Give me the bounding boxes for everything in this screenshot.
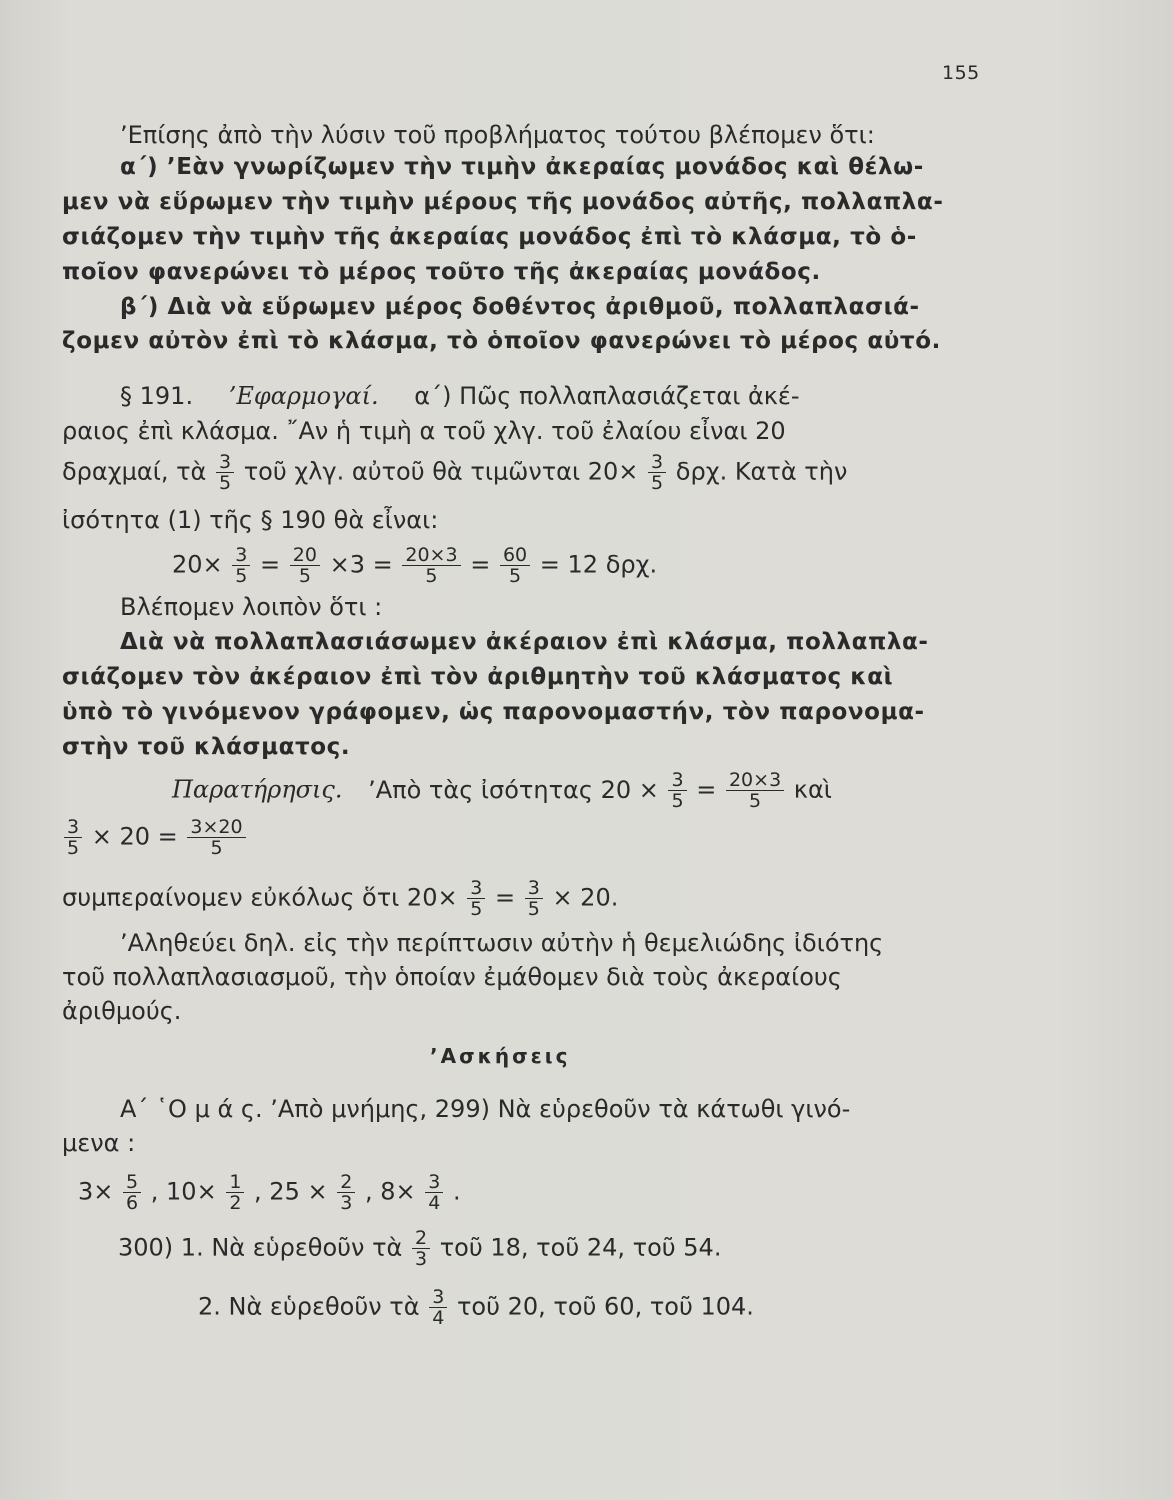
fraction-denominator: 5 (726, 790, 784, 811)
text-run: καὶ (793, 775, 832, 804)
remark-line-2 (62, 817, 248, 858)
text-run: συμπεραίνομεν εὐκόλως ὅτι 20× (62, 883, 458, 912)
section-title: ’Εφαρμογαί. (228, 382, 379, 410)
fraction-denominator: 5 (64, 837, 82, 858)
rule-c-line: ὑπὸ τὸ γινόμενον γράφομεν, ὡς παρονομαστήν, τὸν παρονομα- (62, 699, 925, 725)
exercise-300-1 (118, 1228, 721, 1269)
fraction-numerator: 2 (340, 1171, 353, 1193)
exercise-group-a: μενα : (62, 1129, 136, 1157)
text-run: , 10× (150, 1177, 217, 1206)
exercise-300-2 (198, 1287, 754, 1328)
fraction-numerator: 20×3 (405, 544, 458, 566)
rule-a-line: α΄) ’Εὰν γνωρίζωμεν τὴν τιμὴν ἀκεραίας μονάδος καὶ θέλω- (120, 154, 924, 180)
fraction (425, 1172, 443, 1213)
remark-line-1 (172, 770, 832, 811)
fraction (123, 1172, 141, 1213)
eq-part: = (260, 550, 281, 579)
exercise-group-a: Α΄ ῾Ο μ ά ς. ’Απὸ μνήμης, 299) Νὰ εὑρεθοῦν τὰ κάτωθι γινό- (120, 1095, 851, 1123)
fraction (290, 545, 320, 586)
text-run: 3× (78, 1177, 114, 1206)
rule-b-line: ζομεν αὐτὸν ἐπὶ τὸ κλάσμα, τὸ ὁποῖον φανερώνει τὸ μέρος αὐτό. (62, 328, 941, 354)
text-run: 300) 1. Νὰ εὑρεθοῦν τὰ (118, 1233, 403, 1262)
text-run: 2. Νὰ εὑρεθοῦν τὰ (198, 1292, 420, 1321)
text-run: τοῦ 20, τοῦ 60, τοῦ 104. (456, 1292, 754, 1321)
eq-part: 20× (172, 550, 223, 579)
rule-a-line: μεν νὰ εὕρωμεν τὴν τιμὴν μέρους τῆς μονάδος αὐτῆς, πολλαπλα- (62, 189, 944, 215)
fraction-denominator: 5 (467, 898, 485, 919)
fraction (648, 452, 666, 493)
fraction-numerator: 3×20 (190, 816, 243, 838)
fraction (216, 452, 234, 493)
text-run: τοῦ 18, τοῦ 24, τοῦ 54. (439, 1233, 722, 1262)
text-run: ’Απὸ τὰς ἰσότητας 20 × (368, 775, 659, 804)
rule-c-line: σιάζομεν τὸν ἀκέραιον ἐπὶ τὸν ἀριθμητὴν τοῦ κλάσματος καὶ (62, 664, 894, 690)
fraction-numerator: 3 (218, 451, 232, 473)
fraction (412, 1228, 430, 1269)
fraction-numerator: 3 (470, 877, 483, 899)
fraction-denominator: 5 (290, 565, 320, 586)
fraction (337, 1172, 355, 1213)
text-run: × 20 = (91, 822, 178, 851)
fraction-denominator: 5 (525, 898, 543, 919)
fraction-numerator: 60 (502, 544, 528, 566)
fraction-denominator: 2 (226, 1192, 244, 1213)
text-run: = (494, 883, 516, 912)
fraction (525, 878, 543, 919)
fraction (429, 1287, 447, 1328)
text-run: , 25 × (254, 1177, 328, 1206)
text-run: δραχμαί, τὰ (62, 457, 207, 486)
intro-paragraph: ’Επίσης ἀπὸ τὴν λύσιν τοῦ προβλήματος τούτου βλέπομεν ὅτι: (120, 121, 875, 149)
text-run: δρχ. Κατὰ τὴν (675, 457, 848, 486)
section-191-line-3 (62, 452, 847, 493)
fraction-denominator: 6 (123, 1192, 141, 1213)
text-run: = (696, 775, 717, 804)
remark-label: Παρατήρησις. (172, 775, 343, 804)
exercises-heading: ’Ασκήσεις (430, 1044, 571, 1068)
section-191-line-1 (120, 381, 800, 411)
section-subtitle: α΄) Πῶς πολλαπλασιάζεται ἀκέ- (414, 382, 800, 410)
fraction-numerator: 3 (67, 816, 80, 838)
fraction-denominator: 3 (337, 1192, 355, 1213)
fraction (232, 545, 250, 586)
fraction-denominator: 4 (429, 1307, 447, 1328)
equation-1 (172, 545, 657, 586)
text-run: . (452, 1177, 461, 1206)
paragraph-alitheuei: ἀριθμούς. (62, 997, 182, 1025)
fraction-denominator: 5 (187, 837, 245, 858)
rule-c-line: στὴν τοῦ κλάσματος. (62, 734, 351, 760)
section-191-line-2: ραιος ἐπὶ κλάσμα. ῎Αν ἡ τιμὴ α τοῦ χλγ. τοῦ ἐλαίου εἶναι 20 (62, 417, 786, 445)
fraction-numerator: 3 (235, 544, 248, 566)
paragraph-blepomen: Βλέπομεν λοιπὸν ὅτι : (120, 593, 383, 621)
remark-line-3 (62, 878, 618, 919)
fraction (668, 770, 686, 811)
text-run: τοῦ χλγ. αὐτοῦ θὰ τιμῶνται 20× (243, 457, 639, 486)
fraction (500, 545, 530, 586)
page-number: 155 (942, 62, 980, 84)
fraction-numerator: 2 (415, 1227, 428, 1249)
paragraph-alitheuei: ’Αληθεύει δηλ. εἰς τὴν περίπτωσιν αὐτὴν ἡ θεμελιώδης ἰδιότης (120, 929, 884, 957)
text-run: , 8× (364, 1177, 416, 1206)
fraction-numerator: 20×3 (728, 769, 782, 791)
section-191-line-4: ἰσότητα (1) τῆς § 190 θὰ εἶναι: (62, 506, 439, 534)
fraction (64, 817, 82, 858)
fraction-numerator: 3 (671, 769, 684, 791)
fraction-denominator: 5 (668, 790, 686, 811)
fraction-denominator: 5 (648, 472, 666, 493)
fraction-denominator: 3 (412, 1248, 430, 1269)
fraction-denominator: 5 (402, 565, 460, 586)
paragraph-alitheuei: τοῦ πολλαπλασιασμοῦ, τὴν ὁποίαν ἐμάθομεν διὰ τοὺς ἀκεραίους (62, 963, 842, 991)
fraction (726, 770, 784, 811)
rule-b-line: β΄) Διὰ νὰ εὕρωμεν μέρος δοθέντος ἀριθμοῦ, πολλαπλασιά- (120, 294, 920, 320)
fraction-numerator: 5 (126, 1171, 139, 1193)
text-run: × 20. (552, 883, 619, 912)
fraction-denominator: 5 (232, 565, 250, 586)
fraction (226, 1172, 244, 1213)
rule-c-line: Διὰ νὰ πολλαπλασιάσωμεν ἀκέραιον ἐπὶ κλάσμα, πολλαπλα- (120, 629, 929, 655)
fraction (467, 878, 485, 919)
fraction-numerator: 3 (651, 451, 664, 473)
fraction (402, 545, 460, 586)
section-number: § 191. (120, 382, 194, 410)
fraction-denominator: 4 (425, 1192, 443, 1213)
fraction (187, 817, 245, 858)
fraction-denominator: 5 (500, 565, 530, 586)
eq-part: = (470, 550, 491, 579)
rule-a-line: σιάζομεν τὴν τιμὴν τῆς ἀκεραίας μονάδος ἐπὶ τὸ κλάσμα, τὸ ὁ- (62, 224, 917, 250)
fraction-denominator: 5 (216, 472, 234, 493)
fraction-numerator: 3 (432, 1286, 445, 1308)
exercise-299-items (78, 1172, 461, 1213)
fraction-numerator: 1 (229, 1171, 242, 1193)
fraction-numerator: 3 (428, 1171, 441, 1193)
rule-a-line: ποῖον φανερώνει τὸ μέρος τοῦτο τῆς ἀκεραίας μονάδος. (62, 259, 821, 285)
fraction-numerator: 20 (292, 544, 317, 566)
eq-part: = 12 δρχ. (539, 550, 658, 579)
fraction-numerator: 3 (527, 877, 540, 899)
eq-part: ×3 = (329, 550, 393, 579)
